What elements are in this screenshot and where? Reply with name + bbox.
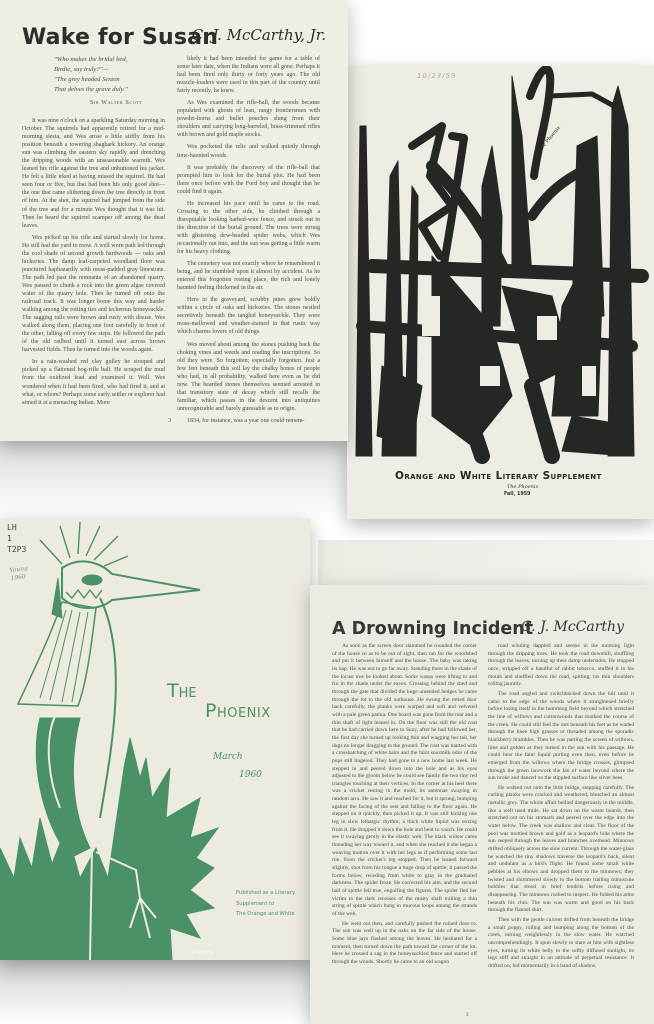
story-author: C. J. McCarthy: [520, 619, 624, 635]
epigraph-attribution: Sir Walter Scott: [90, 99, 143, 106]
paragraph: As Wes examined the rifle-ball, the woods became populated with ghosts of lean, rangy frontiersmen with powder-horns and bullet pouches slung from their shoulders and carrying long-barreled, brass-trimmed rifles with brown and gold maple stocks.: [177, 100, 320, 139]
paragraph: Here in the graveyard, scrubby pines grew boldly within a circle of oaks and hickories. The stones nestled secretively beneath the tangled honeysuckle. They were moss-mellowed and weather-stained in that rustic way which charms lovers of old things.: [177, 297, 320, 336]
epigraph-line: "Who makes the bridal bed,: [54, 56, 128, 63]
page-wake-for-susan: [0, 0, 348, 441]
call-number-line: T2P3: [7, 545, 27, 554]
story-author: C. J. McCarthy, Jr.: [191, 26, 326, 44]
paragraph: road winding dappled and serene in the morning light through the dripping trees. He took the road downhill, shuffling through the leaves, turning up their damp undersides. He stopped once, stripped off a handful of rabbit tobacco, stuffed it in his mouth and shuffled down the road, spitting, his thin shoulders rolling jauntily.: [488, 643, 634, 688]
epigraph: [54, 55, 169, 95]
text-column-right: [177, 55, 320, 429]
paragraph: Wes picked up his rifle and started slowly for home. He still had the yard to mow. A well worn path led through the cool shade of second growth hardwoods — oaks and hickories. The damp leaf-carpeted woodland floor was punctured haphazardly with moss-padded gray limestone. The path led past the remnants of an abandoned quarry. Wes paused to chunk a rock into the green algae covered water of the quarry hole. Then he turned off onto the railroad track. It was longer home this way and harder walking among the rotting ties and lecherous honeysuckle. The sagging rails were brown and rusty with disuse. Wes walked along them, placing one foot carefully in front of the other, falling off every few steps. He followed the path of the old railbed until it turned east across brown harvested fields. Then he turned into the woods again.: [22, 234, 165, 354]
paragraph: It was probably the discovery of the rifle-ball that prompted him to look for the burial plot. He had been there once before with the Ford boy and thought that he could find it again.: [177, 164, 320, 195]
issue-date: Fall, 1959: [504, 492, 531, 497]
art-scrawl-text: The Phoenix: [537, 125, 563, 153]
supplement-title: Orange and White Literary Supplement: [395, 470, 602, 482]
call-number-line: 1: [7, 534, 12, 543]
issue-year: 1960: [239, 770, 262, 780]
paragraph: Then with the gentle current drifted from beneath the bridge a small puppy, rolling and bumping along the bottom of the creek, turning weightlessly in the slow water. He watched uncomprehendingly. It spun slowly to stare at him with sightless eyes, turning its white belly to the softly diffused sunlight, its legs stiff and straight in an attitude of perpetual resistance. It drifted on, hid momentarily in a band of shadow,: [488, 916, 634, 969]
paragraph: As soon as the screen door slammed he rounded the corner of the house so as to be out of sight, then ran for the woodshed and put it between himself and the house. The baby was taking its nap. He was not to go far away. Standing there in the shade of the locust tree he looked about. Some wasps were lifting to and fro in the shade under the eaves. Crossing behind the shed and through the gate that divided the huge untended hedges he came through the lot to the old outhouse. He swung the rotted door back carefully, the planks were warped and soft and velveted with a pale green patina. One board was gone from the rear and a thin shaft of light leaned in. On the floor was still the old coat that he had carried down here to Suzy, after he had followed her, the first day she turned up looking thin and wagging her tail, her dugs no longer dragging to the ground. The coat was matted with a crosshatching of white hairs and the faint sourmilk odor of the pups still lingered. They had gone to a new home last week. He stepped in and peered down into the hole and as his eyes adjusted to the gloom below he could see faintly the two tiny red triangles touching at their vertices. In the corner at his heel there was a cricket resting in the mold, its antennae swaying in random arcs. He saw it and reached for it, but it sprung, bumping against the facing of the seat and falling to the floor again. He stepped on it quickly, then picked it up. It was still kicking one leg in slow lethargic rhythm; a thick white liquid was oozing from it. He dropped it down the hole and bent to watch. He could see it swaying gently in the elastic web. The black widow came threading her way toward it, and when she reached it she began a weaving motion over it with her legs as if performing some last rite. Soon the cricket's leg stopped. Then he leaned forward slightly, shot from his tongue a huge drop of spittle; it passed the forms below, receding from white to gray in the graduated darkness. The spider froze. He corrected his aim, and the second ball of spittle fell true, engulfing the figures. The spider fled her victim to the dark recesses of the musty shaft trailing a thin string of spittle which hung in mucous loops among the strands of the web.: [332, 643, 477, 917]
text-column-left: [22, 117, 165, 411]
cover-subtitle: The Phoenix: [507, 484, 539, 490]
story-title: Wake for Susan: [22, 25, 219, 50]
handwritten-date: 10/23/59: [417, 72, 457, 80]
story-title: A Drowning Incident: [332, 619, 534, 639]
handwritten-note-line: Young: [8, 564, 29, 575]
epigraph-line: Birdie, say truly?"—: [54, 66, 109, 73]
page-a-drowning-incident: [310, 585, 654, 1024]
abstract-brush-illustration: [352, 66, 652, 466]
cover-phoenix-march-1960: [0, 518, 310, 960]
publication-note: [236, 888, 312, 920]
background-shadow: [0, 958, 310, 1024]
paragraph: The cemetery was not exactly where he remembered it being, and he stumbled upon it almost by accident. As he entered this forgotten resting place, the rich and lonely haunted feeling thickened in the air.: [177, 261, 320, 292]
epigraph-line: That delves the grave duly.": [54, 86, 128, 93]
paragraph: Wes moved about among the stones pushing back the choking vines and weeds and reading the inscriptions. So old they were. So forgotten; especially forgotten. Just a few feet beneath this soil lay the chalky bones of people who had, in all probability, walked here even as he did now. The bearded stones themselves seemed arrested in that transitory state of decay which still recalls the familiar, which passes in the descent into antiquities unrecognizable and barely guessable as to origin.: [177, 341, 320, 412]
epigraph-line: "The grey headed Sexton: [54, 76, 120, 83]
publication-note-line: Supplement to: [236, 900, 275, 907]
magazine-title-phoenix: Phoenix: [205, 700, 271, 722]
paragraph: It was nine o'clock on a sparkling Saturday morning in October. The squirrels had apparently retired for a mid-morning siesta, and Wes arose a little stiffly from his position beneath a towering shagbark hickory. An orange sun was climbing the eastern sky rapidly and drenching the dripping woods with an unseasonable warmth. Wes leaned his rifle against the tree and unbuttoned his jacket. He felt a little irked at having missed the squirrel. He had seen four or five, but that had been his only good shot—the one that came slithering down the tree directly in front of him. At the shot, the squirrel had jumped from the side of the tree and for a minute Wes thought that it was hit. Then he heard the squirrel scamper off among the dead leaves.: [22, 118, 165, 229]
library-call-number: [7, 522, 26, 555]
page-number: 3: [168, 418, 171, 424]
text-column-right: [488, 643, 634, 973]
paragraph: He increased his pace until he came to the road. Crossing to the other side, he climbed through a disreputable looking barbed-wire fence, and struck out in the direction of the burial ground. The trees were strung with glistening dew-beaded spider webs, which Wes occasionally ran into, and the sun was getting a little warm for his heavy clothing.: [177, 200, 320, 256]
paragraph: 1834, for instance, was a year one could remem-: [187, 417, 305, 424]
paragraph: He walked out onto the little bridge, stepping carefully. The curling planks were cracked and weathered, bleached an almost metallic grey. The whole affair bellied dangerously in the middle, like a well used mule. He sat down on the warm boards, then stretched out on his stomach and peered over the edge into the water below. The creek was shallow and clear. The floor of the pool was mottled brown and gold as a leopard's hide where the sun seeped through the leaves and branches overhead. Minnows drifted obliquely across the slow current. Through the water-glass he watched the tiny shadows traverse the leopard's back, silent and undulant as a bird's flight. He found some small white pebbles at his elbows and dropped them to the minnows; they twisted and shimmered slowly to the bottom trailing minuscule bubbles that stood in brief tendrils before rising and disappearing. The minnows rushed to inspect. He folded his arms beneath his chin. The sun was warm and good on his back through the flannel shirt.: [488, 784, 634, 914]
background-page-edge: [318, 540, 654, 588]
paragraph: Wes pocketed the relic and walked quietly through time-haunted woods.: [177, 144, 320, 159]
publication-note-line: The Orange and White: [236, 911, 295, 918]
paragraph: The road angled and switchbacked down the hill until it came to the edge of the woods where it straightened briefly before losing itself in the humming field beyond which stretched the line of willows and cottonwoods that marked the course of the creek. He could still feel the ruts beneath his feet as he waded through the knee high grasses or threaded among the sporadic blackberry brambles. Then he was parting the screen of willows, lime and golden as they turned in the sun with his passage. He could hear the faint liquid purling even then, even before he emerged from the willows where the bridge crosses, glimpsed through the green lacework the fan of water beyond where the sun broke and danced on the stippled surface like silver bees.: [488, 690, 634, 782]
issue-month: March: [213, 752, 243, 762]
paragraph: He went out then, and carefully pushed the ruined door to. The sun was well up in the oaks on the far side of the house. Some blue jays flashed among the leaves. He hesitated for a moment, then turned down the path toward the corner of the lot. Here he crossed a sag in the honeysuckled fence and started off through the woods. Shortly he came to an old wagon: [332, 920, 477, 965]
handwritten-note: [9, 565, 30, 583]
artist-signature: RIVERS: [192, 950, 214, 956]
paragraph: In a rain-washed red clay gulley he stooped and picked up a flattened hog-rifle ball. He scraped the mud from the oxidized lead and examined it. Well. Wes wondered when it had been fired, who had fired it, and at what, or whom? Perhaps some early settler or explorer had aimed it at a menacing Indian. More: [22, 359, 165, 406]
paragraph: likely it had been intended for game for a table of some later date, when the Indians were all gone. Perhaps it had been fired only thirty or forty years ago. The old muzzle-loaders were used in this part of the country until fairly recently, he knew.: [177, 56, 320, 95]
text-column-left: [332, 643, 477, 969]
page-number: 3: [466, 1013, 469, 1018]
publication-note-line: Published as a Literary: [236, 890, 296, 896]
magazine-title-the: The: [167, 680, 197, 702]
background-shadow: [0, 440, 348, 520]
handwritten-note-line: 1960: [10, 573, 27, 583]
call-number-line: LH: [7, 523, 17, 532]
cover-fall-1959: [347, 66, 654, 519]
